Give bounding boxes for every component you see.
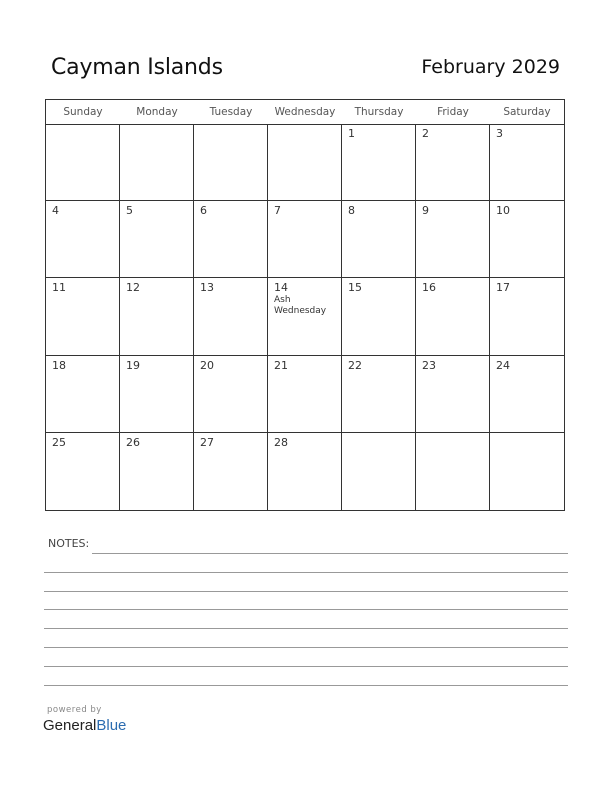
weekday-tuesday: Tuesday (209, 106, 253, 118)
weekday-friday: Friday (437, 106, 469, 118)
day-cell (120, 124, 194, 201)
day-cell (194, 433, 268, 510)
day-cell (416, 278, 490, 355)
date-number: 28 (274, 435, 288, 449)
date-number: 24 (496, 358, 510, 372)
day-cell (490, 433, 564, 510)
day-cell (342, 124, 416, 201)
date-number: 15 (348, 281, 362, 295)
date-number: 25 (52, 435, 66, 449)
notes-line (44, 591, 568, 592)
day-cell (194, 124, 268, 201)
day-cell (268, 278, 342, 355)
weekday-header (46, 100, 564, 125)
date-number: 14 (274, 281, 288, 295)
day-cell (194, 201, 268, 278)
date-number: 10 (496, 204, 510, 218)
day-cell (46, 201, 120, 278)
notes-line (92, 553, 568, 554)
notes-label: NOTES: (48, 537, 90, 550)
calendar-grid (45, 99, 565, 511)
day-cell (416, 356, 490, 433)
date-number: 6 (200, 204, 207, 218)
brand-general-text: General (43, 717, 97, 734)
date-number: 11 (52, 281, 66, 295)
day-cell (268, 433, 342, 510)
day-cell (120, 201, 194, 278)
day-cell (342, 433, 416, 510)
day-cell (194, 356, 268, 433)
day-cell (416, 433, 490, 510)
notes-line (44, 609, 568, 610)
notes-line (44, 647, 568, 648)
date-number: 9 (422, 204, 429, 218)
day-cell (490, 278, 564, 355)
notes-line (44, 628, 568, 629)
weekday-wednesday: Wednesday (274, 106, 336, 118)
date-number: 27 (200, 435, 214, 449)
weekday-monday: Monday (136, 106, 178, 118)
date-number: 2 (422, 127, 429, 140)
day-cell (120, 278, 194, 355)
date-number: 23 (422, 358, 436, 372)
day-cell (342, 278, 416, 355)
date-number: 18 (52, 358, 66, 372)
day-cell (490, 356, 564, 433)
date-number: 7 (274, 204, 281, 218)
day-cell (416, 124, 490, 201)
date-number: 12 (126, 281, 140, 295)
date-number: 8 (348, 204, 355, 218)
date-number: 17 (496, 281, 510, 295)
date-number: 13 (200, 281, 214, 295)
day-cell (268, 356, 342, 433)
date-number: 4 (52, 204, 59, 218)
date-number: 1 (348, 127, 355, 140)
notes-line (44, 572, 568, 573)
day-cell (490, 201, 564, 278)
date-number: 16 (422, 281, 436, 295)
month-year-title: February 2029 (421, 56, 560, 78)
date-number: 5 (126, 204, 133, 218)
day-cell (46, 356, 120, 433)
day-cell (46, 278, 120, 355)
notes-line (44, 666, 568, 667)
date-number: 26 (126, 435, 140, 449)
weekday-saturday: Saturday (503, 106, 551, 118)
country-title: Cayman Islands (51, 55, 223, 80)
date-number: 3 (496, 127, 503, 140)
powered-by-text: powered by (47, 705, 102, 715)
date-number: 21 (274, 358, 288, 372)
day-cell (194, 278, 268, 355)
weekday-thursday: Thursday (354, 106, 404, 118)
day-cells (46, 124, 564, 510)
day-cell (342, 356, 416, 433)
day-cell (268, 124, 342, 201)
holiday-label: Ash Wednesday (274, 295, 327, 317)
weekday-sunday: Sunday (63, 106, 103, 118)
day-cell (46, 433, 120, 510)
date-number: 19 (126, 358, 140, 372)
date-number: 20 (200, 358, 214, 372)
day-cell (490, 124, 564, 201)
day-cell (342, 201, 416, 278)
day-cell (120, 433, 194, 510)
day-cell (120, 356, 194, 433)
date-number: 22 (348, 358, 362, 372)
brand-blue-text: Blue (96, 717, 127, 734)
notes-line (44, 685, 568, 686)
day-cell (46, 124, 120, 201)
generalblue-logo[interactable] (43, 717, 126, 734)
day-cell (416, 201, 490, 278)
day-cell (268, 201, 342, 278)
